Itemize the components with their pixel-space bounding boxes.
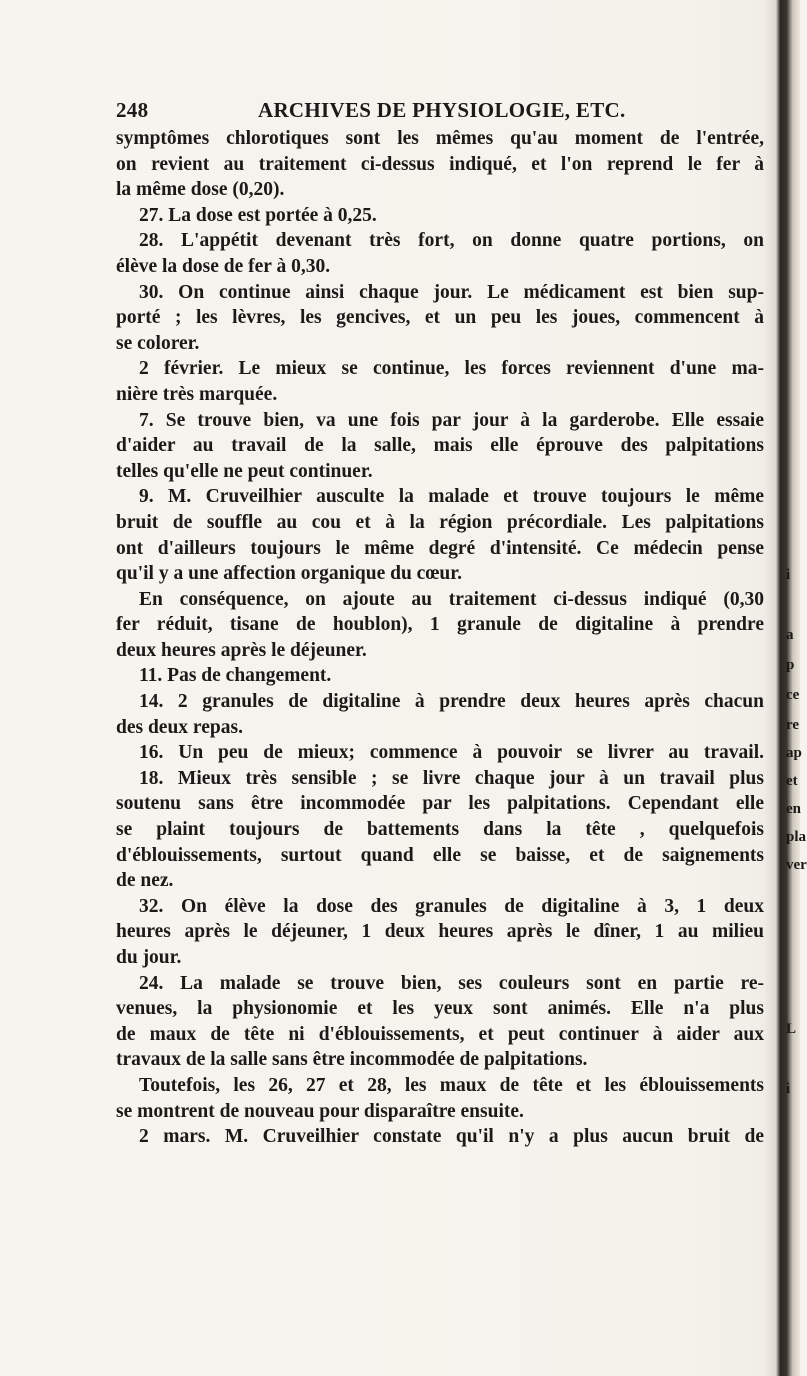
text-line: bruit de souffle au cou et à la région précordiale. Les palpitations	[116, 511, 764, 533]
page-header	[116, 98, 756, 124]
text-line: venues, la physionomie et les yeux sont animés. Elle n'a plus	[116, 998, 764, 1020]
text-line: 27. La dose est portée à 0,25.	[139, 204, 377, 226]
text-line: 9. M. Cruveilhier ausculte la malade et trouve toujours le même	[139, 486, 764, 508]
text-line: se montrent de nouveau pour disparaître ensuite.	[116, 1100, 524, 1122]
text-line: 18. Mieux très sensible ; se livre chaque jour à un travail plus	[139, 767, 764, 789]
text-line: ont d'ailleurs toujours le même degré d'intensité. Ce médecin pense	[116, 537, 764, 559]
text-line: 2 mars. M. Cruveilhier constate qu'il n'y a plus aucun bruit de	[139, 1126, 764, 1148]
facing-page-fragment: i	[786, 1081, 791, 1097]
text-line: En conséquence, on ajoute au traitement ci-dessus indiqué (0,30	[139, 588, 764, 610]
facing-page-fragment: a	[786, 627, 794, 643]
text-line: 7. Se trouve bien, va une fois par jour à la garderobe. Elle essaie	[139, 409, 764, 431]
page-body	[116, 126, 764, 1150]
text-line: 2 février. Le mieux se continue, les forces reviennent d'une ma-	[139, 358, 764, 380]
text-line: 32. On élève la dose des granules de digitaline à 3, 1 deux	[139, 895, 764, 917]
text-line: Toutefois, les 26, 27 et 28, les maux de tête et les éblouissements	[139, 1074, 764, 1096]
facing-page-fragment: re	[786, 717, 800, 733]
text-line: d'aider au travail de la salle, mais elle éprouve des palpitations	[116, 435, 764, 457]
facing-page-fragment: pla	[786, 829, 807, 845]
text-line: 11. Pas de changement.	[139, 665, 332, 687]
text-line: 16. Un peu de mieux; commence à pouvoir se livrer au travail.	[139, 742, 764, 764]
text-line: deux heures après le déjeuner.	[116, 639, 367, 661]
text-line: telles qu'elle ne peut continuer.	[116, 460, 373, 482]
facing-page-fragment: L	[786, 1021, 797, 1037]
text-line: qu'il y a une affection organique du cœur.	[116, 563, 462, 585]
text-line: fer réduit, tisane de houblon), 1 granule de digitaline à prendre	[116, 614, 764, 636]
text-line: de nez.	[116, 870, 174, 892]
page-number: 248	[116, 98, 149, 122]
text-line: nière très marquée.	[116, 383, 278, 405]
text-line: se plaint toujours de battements dans la tête , quelquefois	[116, 819, 764, 841]
text-line: travaux de la salle sans être incommodée de palpitations.	[116, 1049, 588, 1071]
facing-page-fragment: ce	[786, 687, 800, 703]
text-line: 14. 2 granules de digitaline à prendre deux heures après chacun	[139, 691, 764, 713]
text-line: symptômes chlorotiques sont les mêmes qu'au moment de l'entrée,	[116, 128, 764, 149]
text-line: élève la dose de fer à 0,30.	[116, 255, 331, 277]
text-line: on revient au traitement ci-dessus indiqué, et l'on reprend le fer à	[116, 153, 764, 175]
text-line: heures après le déjeuner, 1 deux heures après le dîner, 1 au milieu	[116, 921, 764, 943]
text-line: 28. L'appétit devenant très fort, on donne quatre portions, on	[139, 230, 764, 252]
running-head: ARCHIVES DE PHYSIOLOGIE, ETC.	[258, 98, 626, 122]
facing-page-fragment: p	[786, 657, 795, 673]
text-line: soutenu sans être incommodée par les palpitations. Cependant elle	[116, 793, 764, 815]
facing-page-fragment: en	[786, 801, 801, 817]
facing-page-fragment: i	[786, 567, 791, 583]
text-line: 24. La malade se trouve bien, ses couleurs sont en partie re-	[139, 972, 764, 994]
facing-page-fragment: et	[786, 773, 798, 789]
text-line: de maux de tête ni d'éblouissements, et peut continuer à aider aux	[116, 1023, 764, 1045]
text-line: du jour.	[116, 947, 182, 968]
text-line: la même dose (0,20).	[116, 179, 285, 201]
facing-page-fragment: ver	[786, 857, 807, 873]
text-line: porté ; les lèvres, les gencives, et un peu les joues, commencent à	[116, 307, 764, 329]
text-line: d'éblouissements, surtout quand elle se baisse, et de saignements	[116, 844, 764, 866]
text-line: se colorer.	[116, 332, 200, 354]
text-line: des deux repas.	[116, 716, 243, 738]
text-line: 30. On continue ainsi chaque jour. Le médicament est bien sup-	[139, 281, 764, 303]
facing-page-fragment: ap	[786, 745, 802, 761]
